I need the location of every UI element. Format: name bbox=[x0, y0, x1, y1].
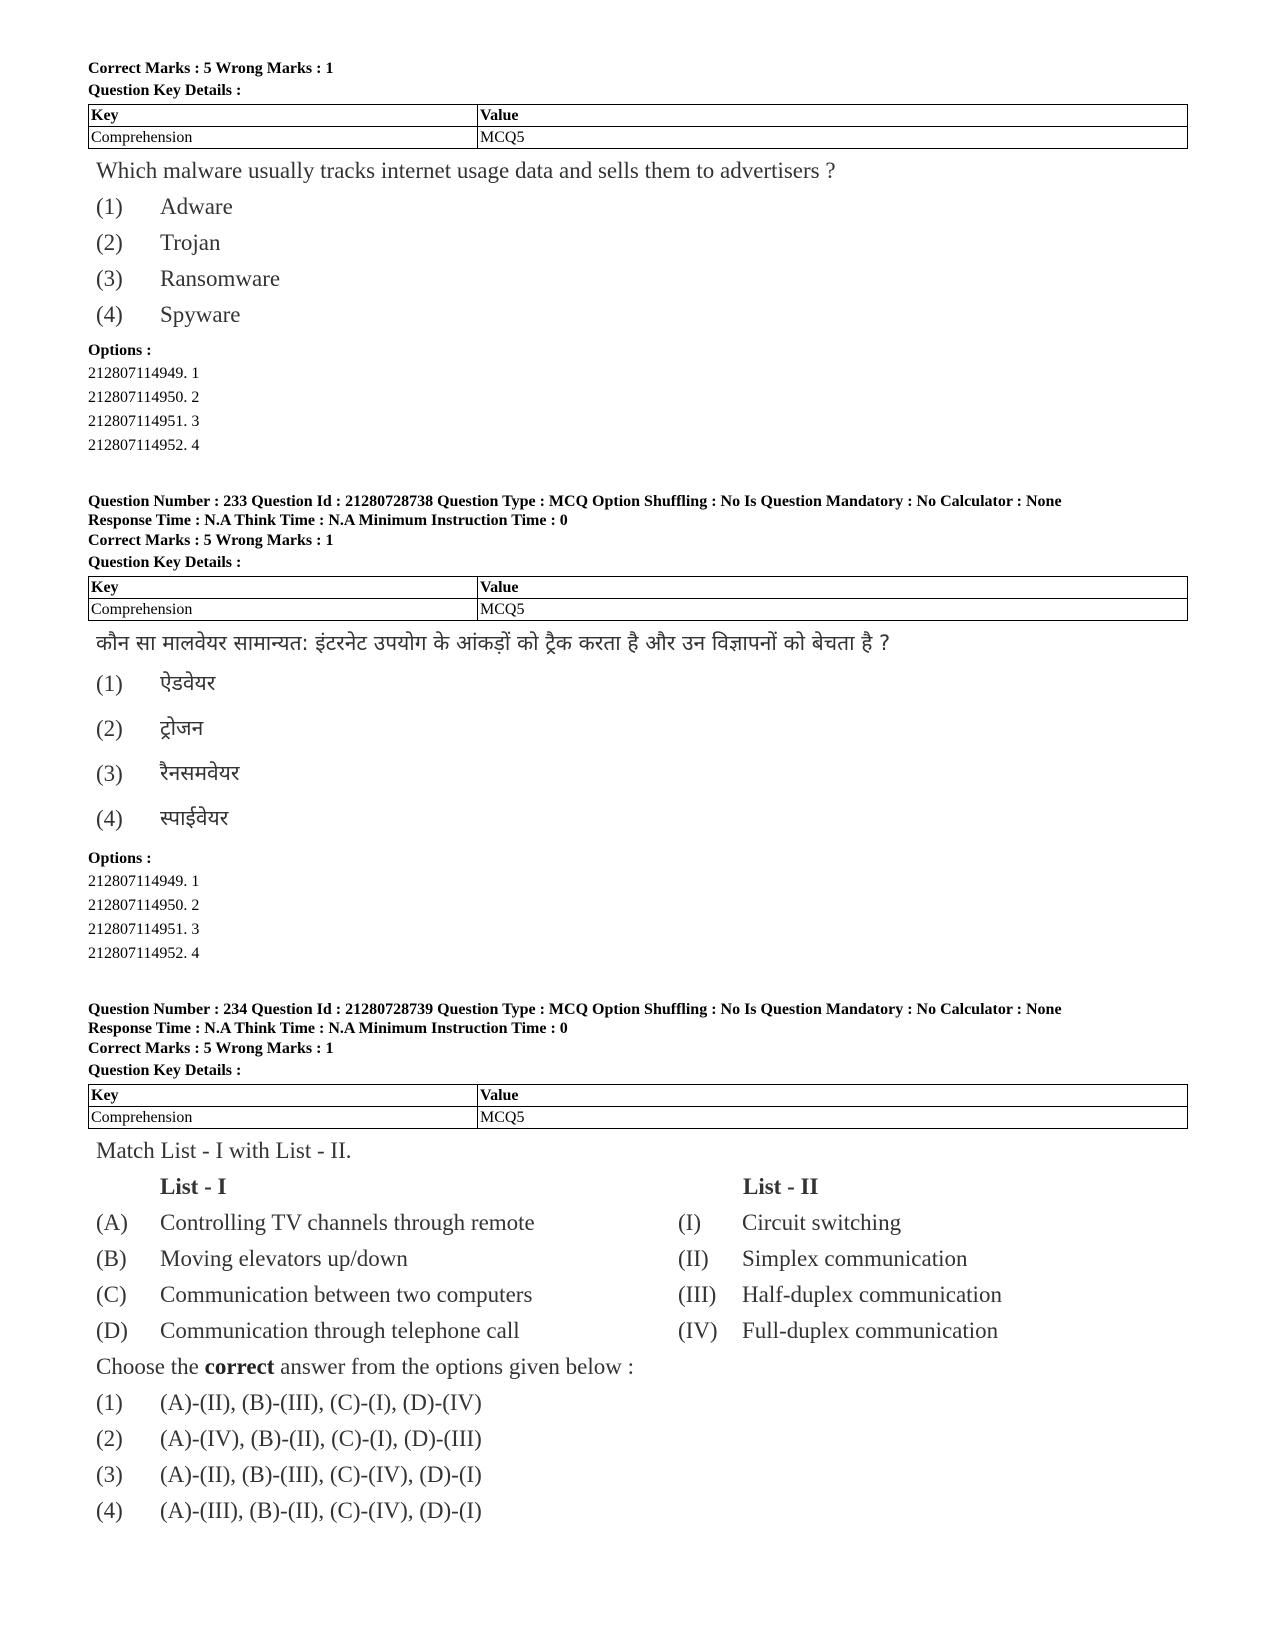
list-1-letter: (D) bbox=[96, 1318, 128, 1343]
choice-number: (4) bbox=[96, 302, 123, 327]
match-row bbox=[88, 1241, 1188, 1277]
key-details-label: Question Key Details : bbox=[88, 1062, 242, 1079]
choose-pre: Choose the bbox=[96, 1354, 199, 1379]
key-details-label: Question Key Details : bbox=[88, 82, 242, 99]
match-row bbox=[88, 1277, 1188, 1313]
list-1-text: Communication through telephone call bbox=[160, 1318, 520, 1343]
table-header-key: Key bbox=[89, 1085, 478, 1107]
list-2-text: Half-duplex communication bbox=[742, 1282, 1002, 1307]
choice-number: (2) bbox=[96, 716, 123, 741]
list-2-text: Full-duplex communication bbox=[742, 1318, 999, 1343]
choice-text: ऐडवेयर bbox=[160, 671, 216, 695]
choice-text: (A)-(IV), (B)-(II), (C)-(I), (D)-(III) bbox=[160, 1426, 482, 1451]
choice-number: (4) bbox=[96, 1498, 123, 1523]
list-2-title: List - II bbox=[743, 1174, 819, 1199]
option-id: 212807114951. 3 bbox=[88, 921, 200, 938]
choice-number: (1) bbox=[96, 1390, 123, 1415]
choice-text: Trojan bbox=[160, 230, 221, 255]
key-value-table bbox=[88, 1084, 1188, 1129]
choice-item bbox=[88, 1493, 1188, 1529]
key-details-label: Question Key Details : bbox=[88, 554, 242, 571]
choice-item bbox=[88, 1385, 1188, 1421]
choice-number: (1) bbox=[96, 194, 123, 219]
question-header: Question Number : 234 Question Id : 21280728739 Question Type : MCQ Option Shuffling : No Is Question Mandatory : No Calculator : None bbox=[88, 1001, 1062, 1018]
choose-bold: correct bbox=[204, 1354, 275, 1379]
marks-line: Correct Marks : 5 Wrong Marks : 1 bbox=[88, 1040, 334, 1057]
list-2-text: Circuit switching bbox=[742, 1210, 902, 1235]
list-2-numeral: (III) bbox=[678, 1282, 717, 1307]
list-1-letter: (C) bbox=[96, 1282, 127, 1307]
list-1-text: Controlling TV channels through remote bbox=[160, 1210, 535, 1235]
choice-number: (2) bbox=[96, 1426, 123, 1451]
choice-item bbox=[88, 225, 1188, 261]
marks-line: Correct Marks : 5 Wrong Marks : 1 bbox=[88, 532, 334, 549]
list-headings bbox=[88, 1169, 1188, 1205]
table-header-value: Value bbox=[478, 1085, 1188, 1107]
choice-number: (3) bbox=[96, 1462, 123, 1487]
table-cell-key: Comprehension bbox=[89, 1107, 478, 1129]
choice-text: स्पाईवेयर bbox=[160, 806, 229, 830]
question-timing: Response Time : N.A Think Time : N.A Minimum Instruction Time : 0 bbox=[88, 512, 568, 529]
choice-text: (A)-(II), (B)-(III), (C)-(IV), (D)-(I) bbox=[160, 1462, 482, 1487]
list-1-letter: (B) bbox=[96, 1246, 127, 1271]
choice-text: (A)-(III), (B)-(II), (C)-(IV), (D)-(I) bbox=[160, 1498, 482, 1523]
document-page bbox=[88, 58, 1188, 1529]
table-header-key: Key bbox=[89, 577, 478, 599]
table-cell-key: Comprehension bbox=[89, 127, 478, 149]
choice-number: (4) bbox=[96, 806, 123, 831]
choice-text: Spyware bbox=[160, 302, 241, 327]
table-header-value: Value bbox=[478, 577, 1188, 599]
choose-instruction bbox=[88, 1349, 1188, 1385]
choice-text: रैनसमवेयर bbox=[160, 761, 240, 785]
option-id: 212807114949. 1 bbox=[88, 873, 200, 890]
choice-item bbox=[88, 1421, 1188, 1457]
option-id: 212807114950. 2 bbox=[88, 897, 200, 914]
choice-number: (1) bbox=[96, 671, 123, 696]
question-text: Match List - I with List - II. bbox=[96, 1138, 352, 1163]
list-2-numeral: (I) bbox=[678, 1210, 701, 1235]
option-id: 212807114952. 4 bbox=[88, 945, 200, 962]
table-cell-key: Comprehension bbox=[89, 599, 478, 621]
table-cell-value: MCQ5 bbox=[478, 127, 1188, 149]
list-1-text: Communication between two computers bbox=[160, 1282, 533, 1307]
table-header-value: Value bbox=[478, 105, 1188, 127]
marks-line: Correct Marks : 5 Wrong Marks : 1 bbox=[88, 60, 334, 77]
list-2-text: Simplex communication bbox=[742, 1246, 968, 1271]
choose-post: answer from the options given below : bbox=[280, 1354, 635, 1379]
option-id: 212807114952. 4 bbox=[88, 437, 200, 454]
question-header: Question Number : 233 Question Id : 21280728738 Question Type : MCQ Option Shuffling : No Is Question Mandatory : No Calculator : None bbox=[88, 493, 1062, 510]
list-1-letter: (A) bbox=[96, 1210, 128, 1235]
choice-text: Adware bbox=[160, 194, 233, 219]
choice-text: Ransomware bbox=[160, 266, 281, 291]
option-id: 212807114949. 1 bbox=[88, 365, 200, 382]
question-block-232 bbox=[88, 58, 1188, 458]
option-id: 212807114950. 2 bbox=[88, 389, 200, 406]
list-1-text: Moving elevators up/down bbox=[160, 1246, 408, 1271]
question-block-234 bbox=[88, 1000, 1188, 1529]
question-timing: Response Time : N.A Think Time : N.A Minimum Instruction Time : 0 bbox=[88, 1020, 568, 1037]
question-text: Which malware usually tracks internet usage data and sells them to advertisers ? bbox=[96, 158, 836, 183]
option-id: 212807114951. 3 bbox=[88, 413, 200, 430]
choice-item bbox=[88, 189, 1188, 225]
list-2-numeral: (IV) bbox=[678, 1318, 718, 1343]
list-2-numeral: (II) bbox=[678, 1246, 709, 1271]
table-header-key: Key bbox=[89, 105, 478, 127]
choice-item bbox=[88, 297, 1188, 333]
key-value-table bbox=[88, 104, 1188, 149]
choice-item bbox=[88, 661, 1188, 706]
question-block-233 bbox=[88, 492, 1188, 966]
choice-text: ट्रोजन bbox=[160, 716, 204, 740]
options-label: Options : bbox=[88, 342, 152, 359]
choice-item bbox=[88, 796, 1188, 841]
match-row bbox=[88, 1205, 1188, 1241]
list-1-title: List - I bbox=[160, 1174, 227, 1199]
choice-number: (3) bbox=[96, 266, 123, 291]
match-row bbox=[88, 1313, 1188, 1349]
choice-item bbox=[88, 1457, 1188, 1493]
table-cell-value: MCQ5 bbox=[478, 599, 1188, 621]
table-cell-value: MCQ5 bbox=[478, 1107, 1188, 1129]
choice-item bbox=[88, 706, 1188, 751]
choice-item bbox=[88, 261, 1188, 297]
key-value-table bbox=[88, 576, 1188, 621]
question-text-hindi: कौन सा मालवेयर सामान्यत: इंटरनेट उपयोग के आंकड़ों को ट्रैक करता है और उन विज्ञापनों को बेचता है ? bbox=[96, 631, 891, 655]
choice-number: (2) bbox=[96, 230, 123, 255]
choice-item bbox=[88, 751, 1188, 796]
choice-text: (A)-(II), (B)-(III), (C)-(I), (D)-(IV) bbox=[160, 1390, 482, 1415]
options-label: Options : bbox=[88, 850, 152, 867]
choice-number: (3) bbox=[96, 761, 123, 786]
